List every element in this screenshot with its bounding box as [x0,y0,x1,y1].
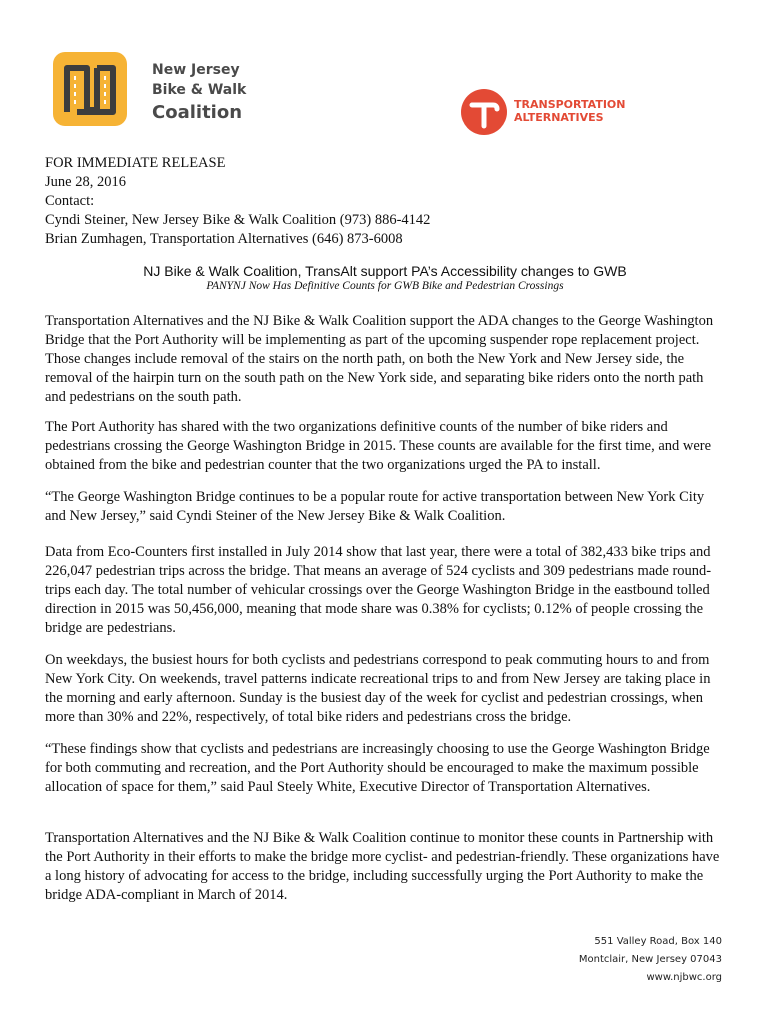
body-paragraph: Transportation Alternatives and the NJ Bike & Walk Coalition support the ADA changes to the George Washington Bridge that the Port Authority will be implementing as part of the upcoming suspender rope replacement project. Those changes include removal of the stairs on the north path, on both the New York and New Jersey side, the removal of the hairpin turn on the south path on the New York side, and separating bike riders onto the north path and pedestrians on the south path. [45,313,714,405]
release-label: FOR IMMEDIATE RELEASE [45,155,226,171]
press-release-subtitle: PANYNJ Now Has Definitive Counts for GWB Bike and Pedestrian Crossings [206,280,564,292]
body-paragraph: On weekdays, the busiest hours for both cyclists and pedestrians correspond to peak commuting hours to and from New York City. On weekends, travel patterns indicate recreational trips to and from New Jersey are taking place in the morning and early afternoon. Sunday is the busiest day of the week for cyclist and pedestrian crossings, when more than 30% and 22%, respectively, of total bike riders and pedestrians cross the bridge. [45,652,711,725]
nj-logo-wordmark [152,60,246,126]
contact-line-2: Brian Zumhagen, Transportation Alternatives (646) 873-6008 [45,231,403,247]
contact-label: Contact: [45,193,95,209]
body-paragraph: “The George Washington Bridge continues to be a popular route for active transportation between New York City and New Jersey,” said Cyndi Steiner of the New Jersey Bike & Walk Coalition. [45,489,705,524]
nj-logo-line3: Coalition [152,102,243,123]
footer-website[interactable]: www.njbwc.org [646,972,722,983]
nj-logo-mark-icon [53,52,127,126]
transportation-alternatives-logo [460,88,508,136]
nj-logo-line2: Bike & Walk [152,82,247,98]
ta-logo-line2: ALTERNATIVES [514,111,604,124]
footer-address [579,933,722,987]
footer-address-line1: 551 Valley Road, Box 140 [594,936,722,947]
release-header [45,154,725,249]
ta-logo-mark-icon [460,88,508,136]
footer-address-line2: Montclair, New Jersey 07043 [578,954,722,965]
ta-logo-line1: TRANSPORTATION [514,98,626,111]
release-date: June 28, 2016 [45,174,126,190]
press-release-title: NJ Bike & Walk Coalition, TransAlt support PA’s Accessibility changes to GWB [143,263,627,279]
body-paragraph: “These findings show that cyclists and pedestrians are increasingly choosing to use the George Washington Bridge for both commuting and recreation, and the Port Authority should be encouraged to make the maximum possible allocation of space for them,” said Paul Steely White, Executive Director of Transportation Alternatives. [45,741,710,795]
ta-logo-wordmark [514,98,625,124]
nj-logo-line1: New Jersey [152,62,240,78]
body-paragraph: Data from Eco-Counters first installed in July 2014 show that last year, there were a total of 382,433 bike trips and 226,047 pedestrian trips across the bridge. That means an average of 524 cyclists and 309 pedestrians made round-trips each day. The total number of vehicular crossings over the George Washington Bridge in the eastbound tolled direction in 2015 was 50,456,000, meaning that mode share was 0.38% for cyclists; 0.12% of people crossing the bridge are pedestrians. [45,544,712,636]
contact-line-1: Cyndi Steiner, New Jersey Bike & Walk Coalition (973) 886-4142 [45,212,431,228]
body-paragraph: The Port Authority has shared with the two organizations definitive counts of the number of bike riders and pedestrians crossing the George Washington Bridge in 2015. These counts are available for the first time, and were obtained from the bike and pedestrian counter that the two organizations urged the PA to install. [45,419,712,473]
body-paragraph: Transportation Alternatives and the NJ Bike & Walk Coalition continue to monitor these counts in Partnership with the Port Authority in their efforts to make the bridge more cyclist- and pedestrian-friendly. These organizations have a long history of advocating for access to the bridge, including successfully urging the Port Authority to make the bridge ADA-compliant in March of 2014. [45,830,720,903]
nj-bike-walk-logo [53,52,127,126]
